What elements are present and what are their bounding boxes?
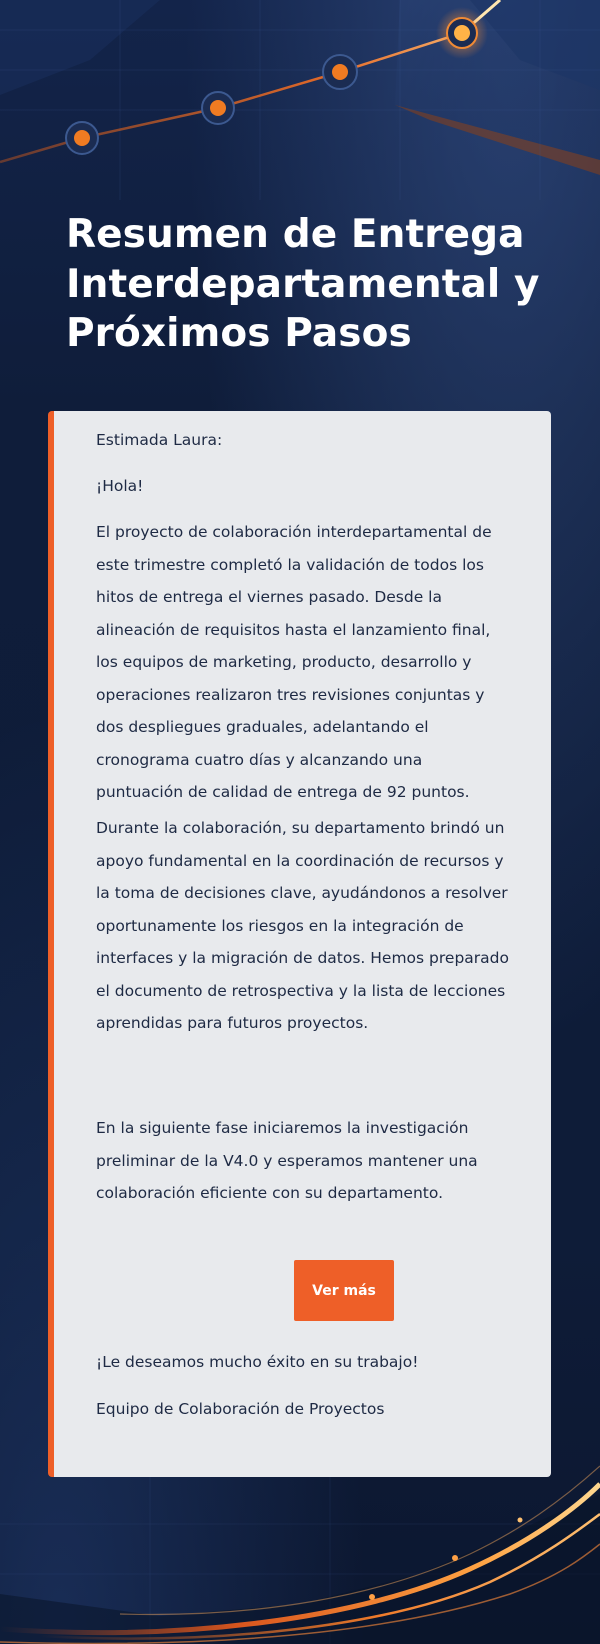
body-paragraph-summary: El proyecto de colaboración interdepartamental de este trimestre completó la validación de todos los hitos de entrega el viernes pasado. Desde la alineación de requisitos hasta el lanzamiento final, los equipos de marketing, producto, desarrollo y operaciones realizaron tres revisiones conjuntas y dos despliegues graduales, adelantando el cronograma cuatro días y alcanzando una puntuación de calidad de entrega de 92 puntos.: [96, 523, 492, 801]
closing-line: ¡Le deseamos mucho éxito en su trabajo!: [96, 1353, 419, 1371]
see-more-button[interactable]: Ver más: [294, 1260, 394, 1321]
timeline-header-art: [0, 0, 600, 200]
signature: Equipo de Colaboración de Proyectos: [96, 1400, 385, 1418]
greeting-hello: ¡Hola!: [96, 477, 144, 495]
salutation: Estimada Laura:: [96, 431, 223, 449]
message-card: [48, 411, 551, 1477]
page-title: Resumen de Entrega Interdepartamental y Próximos Pasos: [66, 212, 540, 357]
body-paragraph-next-phase: En la siguiente fase iniciaremos la investigación preliminar de la V4.0 y esperamos mantener una colaboración eficiente con su departamento.: [96, 1119, 478, 1202]
body-paragraph-collaboration: Durante la colaboración, su departamento brindó un apoyo fundamental en la coordinación de recursos y la toma de decisiones clave, ayudándonos a resolver oportunamente los riesgos en la integración de interfaces y la migración de datos. Hemos preparado el documento de retrospectiva y la lista de lecciones aprendidas para futuros proyectos.: [96, 819, 509, 1032]
